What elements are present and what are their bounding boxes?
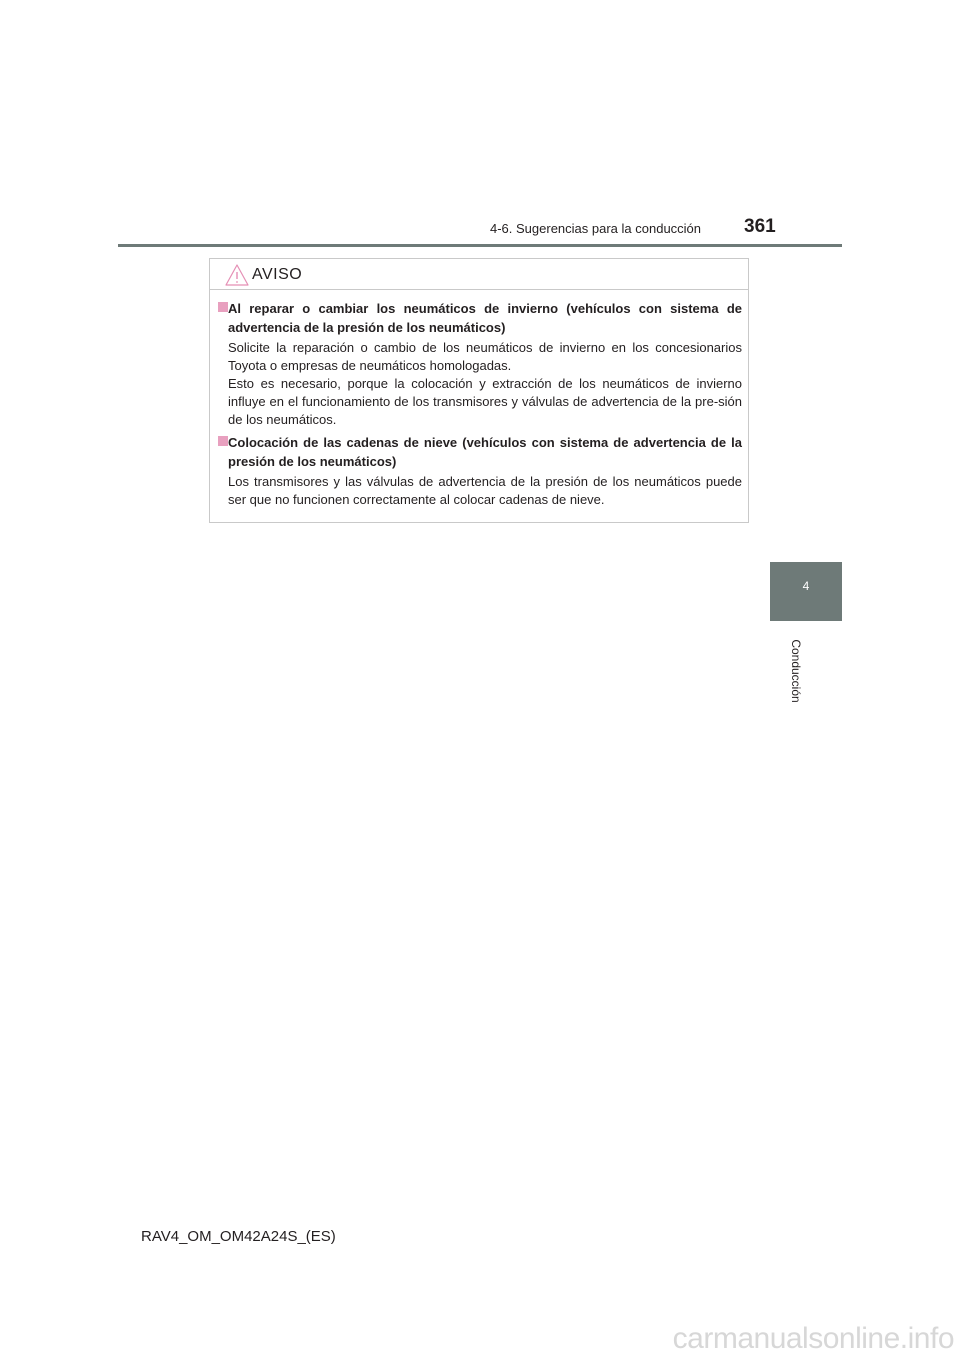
item-body — [228, 473, 742, 509]
header-rule — [118, 244, 842, 247]
warning-item — [216, 299, 742, 429]
chapter-number: 4 — [802, 579, 810, 593]
body-paragraph: Los transmisores y las válvulas de advertencia de la presión de los neumáticos puede ser que no funcionen correctamente al colocar cadenas de nieve. — [228, 474, 742, 507]
square-bullet-icon — [218, 436, 228, 446]
section-title: 4-6. Sugerencias para la conducción — [490, 221, 702, 236]
warning-title: AVISO — [252, 266, 303, 283]
warning-header — [224, 261, 302, 289]
warning-triangle-icon — [224, 263, 250, 287]
item-heading: Colocación de las cadenas de nieve (vehículos con sistema de advertencia de la presión de los neumáticos) — [228, 435, 742, 469]
item-body — [228, 339, 742, 429]
warning-item — [216, 433, 742, 509]
body-paragraph: Solicite la reparación o cambio de los neumáticos de invierno en los concesionarios Toyota o empresas de neumáticos homologadas. — [228, 340, 742, 373]
warning-box — [209, 258, 749, 523]
chapter-tab — [770, 562, 842, 621]
chapter-title: Conducción — [789, 639, 803, 703]
warning-header-divider — [210, 289, 748, 290]
page-number: 361 — [744, 216, 776, 237]
footer-document-code: RAV4_OM_OM42A24S_(ES) — [141, 1228, 336, 1245]
item-heading: Al reparar o cambiar los neumáticos de invierno (vehículos con sistema de advertencia de la presión de los neumáticos) — [228, 301, 742, 335]
watermark[interactable]: carmanualsonline.info — [672, 1322, 954, 1355]
square-bullet-icon — [218, 302, 228, 312]
body-paragraph: Esto es necesario, porque la colocación y extracción de los neumáticos de invierno influye en el funcionamiento de los transmisores y válvulas de advertencia de la pre-sión de los neumáticos. — [228, 376, 742, 427]
